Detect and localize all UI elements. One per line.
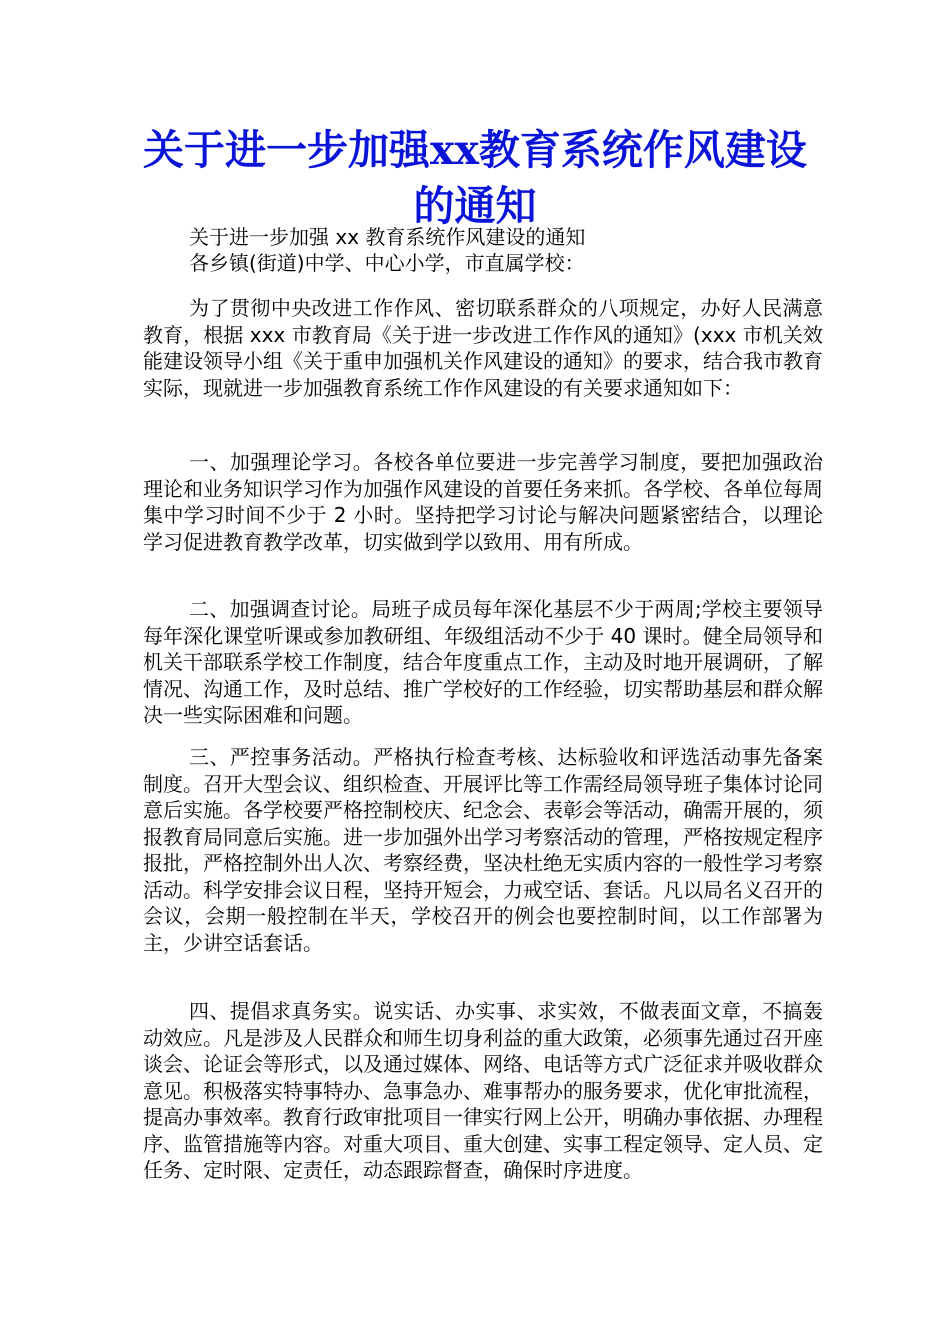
intro-paragraph: 为了贯彻中央改进工作作风、密切联系群众的八项规定，办好人民满意教育，根据 xxx 市教育局《关于进一步改进工作作风的通知》(xxx 市机关效能建设领导小组《关于重申加强机关作风建设的通知》的要求，结合我市教育实际，现就进一步加强教育系统工作作风建设的有关要求通知如下： xyxy=(143,296,823,400)
section-theory-study: 一、加强理论学习。各校各单位要进一步完善学习制度，要把加强政治理论和业务知识学习作为加强作风建设的首要任务来抓。各学校、各单位每周集中学习时间不少于 2 小时。坚持把学习讨论与解决问题紧密结合，以理论学习促进教育教学改革，切实做到学以致用、用有所成。 xyxy=(143,450,823,554)
document-subtitle: 关于进一步加强 xx 教育系统作风建设的通知 xyxy=(189,225,586,249)
section-affairs-control: 三、严控事务活动。严格执行检查考核、达标验收和评选活动事先备案制度。召开大型会议、组织检查、开展评比等工作需经局领导班子集体讨论同意后实施。各学校要严格控制校庆、纪念会、表彰会等活动，确需开展的，须报教育局同意后实施。进一步加强外出学习考察活动的管理，严格按规定程序报批，严格控制外出人次、考察经费，坚决杜绝无实质内容的一般性学习考察活动。科学安排会议日程，坚持开短会，力戒空话、套话。凡以局名义召开的会议，会期一般控制在半天，学校召开的例会也要控制时间，以工作部署为主，少讲空话套话。 xyxy=(143,745,823,955)
section-pragmatism: 四、提倡求真务实。说实话、办实事、求实效，不做表面文章，不搞轰动效应。凡是涉及人民群众和师生切身利益的重大政策，必须事先通过召开座谈会、论证会等形式，以及通过媒体、网络、电话等方式广泛征求并吸收群众意见。积极落实特事特办、急事急办、难事帮办的服务要求，优化审批流程，提高办事效率。教育行政审批项目一律实行网上公开，明确办事依据、办理程序、监管措施等内容。对重大项目、重大创建、实事工程定领导、定人员、定任务、定时限、定责任，动态跟踪督查，确保时序进度。 xyxy=(143,999,823,1182)
document-title: 关于进一步加强xx教育系统作风建设的通知 xyxy=(143,126,807,230)
addressee-line: 各乡镇(街道)中学、中心小学，市直属学校： xyxy=(189,251,585,275)
section-investigation: 二、加强调查讨论。局班子成员每年深化基层不少于两周;学校主要领导每年深化课堂听课或参加教研组、年级组活动不少于 40 课时。健全局领导和机关干部联系学校工作制度，结合年度重点工作，主动及时地开展调研，了解情况、沟通工作，及时总结、推广学校好的工作经验，切实帮助基层和群众解决一些实际困难和问题。 xyxy=(143,597,823,727)
